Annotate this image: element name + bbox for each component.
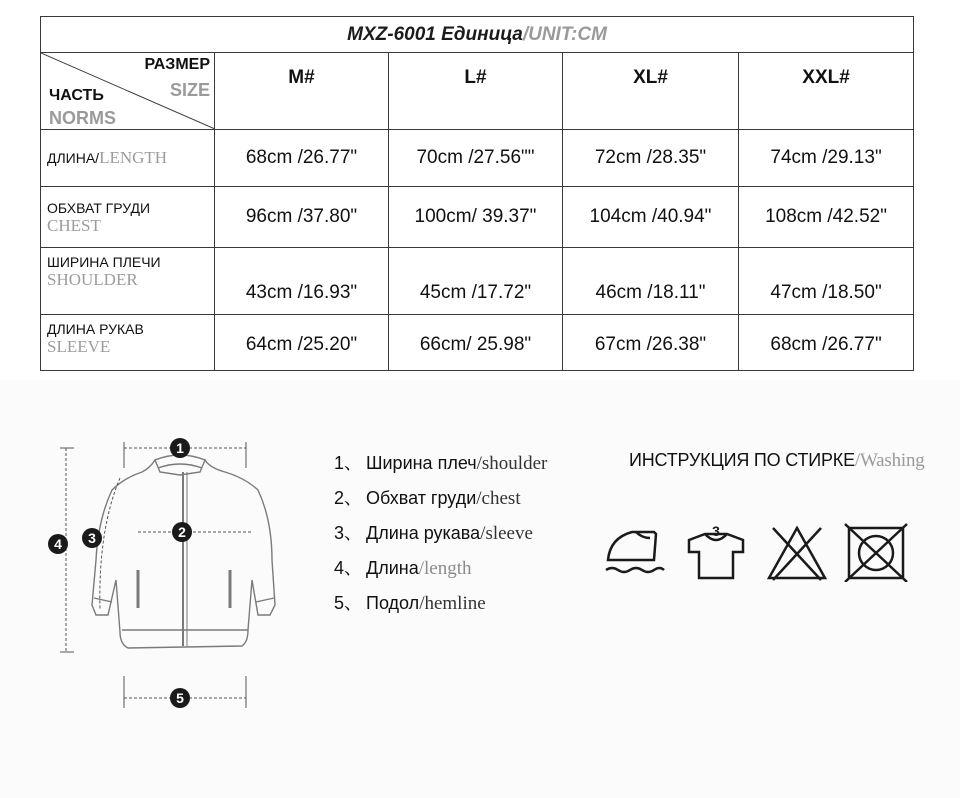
cell-value: 64cm /25.20" [215,315,389,371]
cell-value: 70cm /27.56"" [389,130,563,187]
cell-value: 46cm /18.11" [563,248,739,315]
cell-value: 45cm /17.72" [389,248,563,315]
marker-label: 4 [54,536,62,552]
table-row-shoulder [41,248,914,315]
legend-num: 4、 [334,558,363,578]
cell-value: 43cm /16.93" [215,248,389,315]
size-header-xxl: XXL# [739,53,914,130]
table-row-sleeve [41,315,914,371]
measure-lines [60,442,252,708]
cell-value: 47cm /18.50" [739,248,914,315]
legend-en: /chest [476,488,521,509]
label-ru: ШИРИНА ПЛЕЧИ [47,254,161,270]
legend-num: 5、 [334,593,363,613]
legend-num: 3、 [334,523,363,543]
part-en-label: NORMS [49,108,116,128]
marker-label: 3 [88,530,96,546]
legend-item [334,449,547,484]
label-ru: ОБХВАТ ГРУДИ [47,200,151,216]
legend-ru: Длина [366,558,419,578]
table-row-length [41,130,914,187]
label-en: LENGTH [99,148,168,167]
cell-value: 68cm /26.77" [215,130,389,187]
marker-label: 5 [176,690,184,706]
measurement-legend [334,449,547,624]
row-label-length [41,130,215,187]
row-label-chest [41,187,215,248]
cell-value: 72cm /28.35" [563,130,739,187]
label-en: CHEST [47,216,101,235]
hanger-number: 3 [712,523,720,539]
do-not-tumble-dry-icon [843,522,909,582]
row-label-sleeve [41,315,215,371]
washing-title-ru: ИНСТРУКЦИЯ ПО СТИРКЕ [629,450,855,470]
legend-item [334,554,547,589]
cell-value: 74cm /29.13" [739,130,914,187]
part-ru-label: ЧАСТЬ [49,87,104,104]
legend-item [334,589,547,624]
washing-title-en: /Washing [854,450,925,471]
marker-4 [48,534,68,554]
size-header-l: L# [389,53,563,130]
marker-3 [82,528,102,548]
cell-value: 66cm/ 25.98" [389,315,563,371]
hang-dry-icon [685,522,747,582]
header-corner-cell [41,53,215,130]
marker-5 [170,688,190,708]
marker-label: 2 [178,524,186,540]
do-not-bleach-icon [765,522,829,582]
legend-ru: Подол [366,593,420,613]
label-ru: ДЛИНА РУКАВ [47,321,144,337]
label-ru: ДЛИНА/ [47,150,100,166]
legend-en: /length [418,558,472,579]
legend-en: /sleeve [480,523,533,544]
legend-ru: Ширина плеч [366,453,477,473]
cell-value: 100cm/ 39.37" [389,187,563,248]
legend-en: /shoulder [476,453,548,474]
marker-2 [172,522,192,542]
size-ru-label: РАЗМЕР [144,56,210,73]
cell-value: 96cm /37.80" [215,187,389,248]
size-header-xl: XL# [563,53,739,130]
size-chart-table [40,16,914,371]
table-title [41,17,914,53]
legend-ru: Обхват груди [366,488,477,508]
marker-label: 1 [176,440,184,456]
marker-1 [170,438,190,458]
legend-item [334,484,547,519]
row-label-shoulder [41,248,215,315]
title-unit: /UNIT:CM [522,23,607,45]
cell-value: 108cm /42.52" [739,187,914,248]
title-model: MXZ-6001 Единица [347,23,523,45]
size-header-m: M# [215,53,389,130]
legend-en: /hemline [419,593,486,614]
jacket-outline [92,455,275,648]
legend-ru: Длина рукава [366,523,481,543]
size-en-label: SIZE [169,80,210,100]
cell-value: 104cm /40.94" [563,187,739,248]
label-en: SLEEVE [47,337,111,356]
jacket-diagram [20,420,320,720]
cell-value: 67cm /26.38" [563,315,739,371]
legend-num: 1、 [334,453,363,473]
label-en: SHOULDER [47,270,138,289]
legend-item [334,519,547,554]
washing-title [629,450,925,472]
legend-num: 2、 [334,488,363,508]
cell-value: 68cm /26.77" [739,315,914,371]
table-row-chest [41,187,914,248]
iron-icon [602,522,666,582]
